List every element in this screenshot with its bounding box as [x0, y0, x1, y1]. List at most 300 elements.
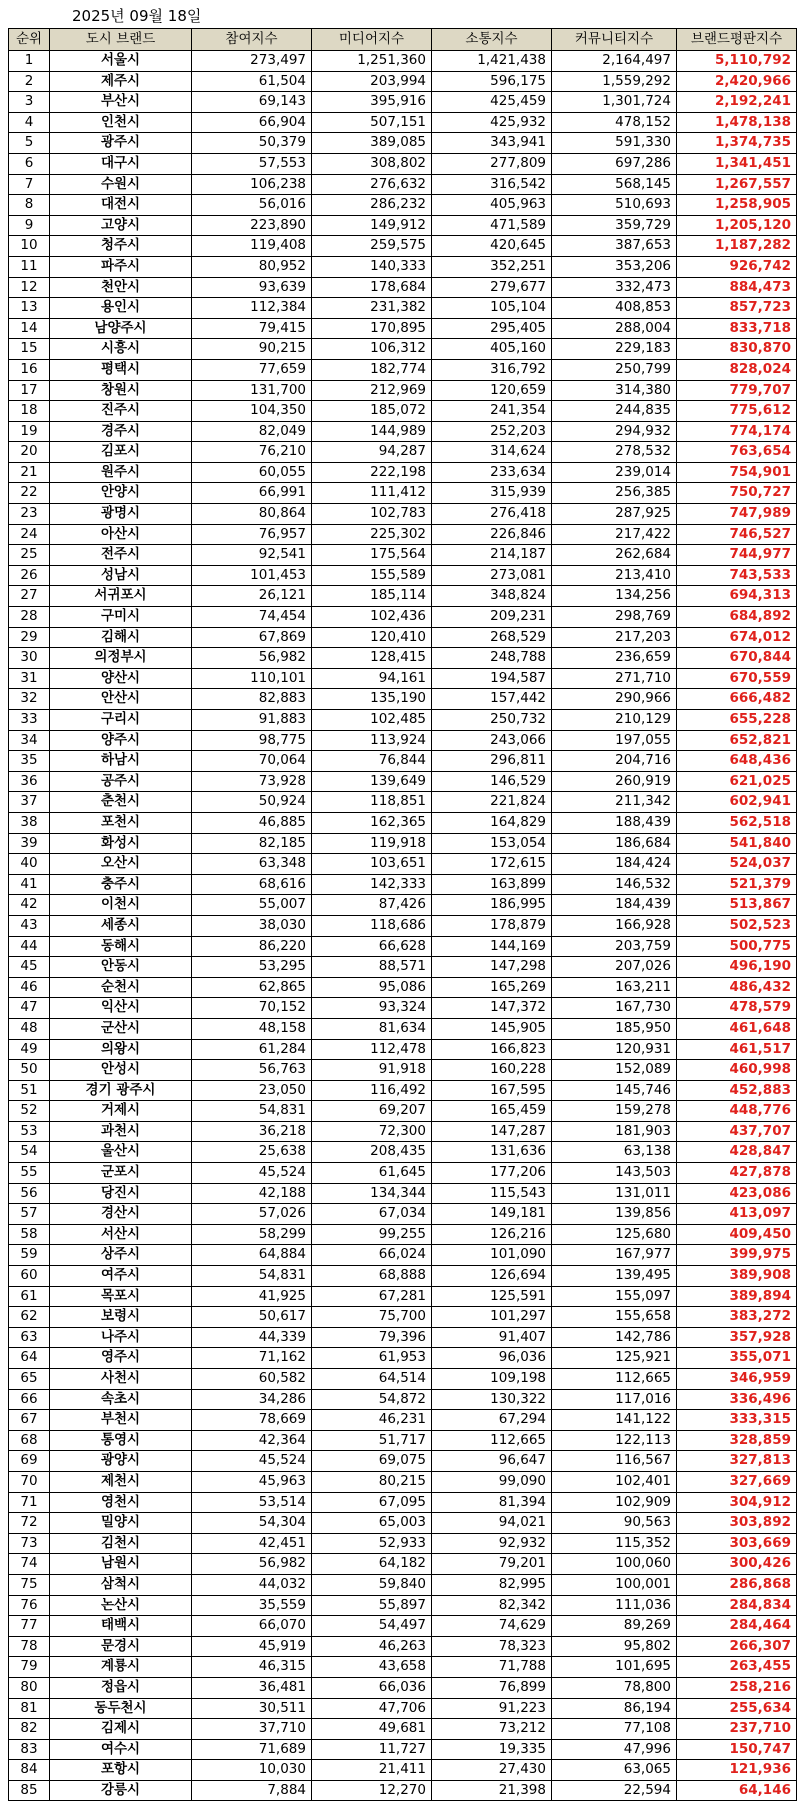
rank-cell: 45 — [9, 957, 50, 978]
city-cell: 태백시 — [50, 1616, 192, 1637]
communication-cell: 67,294 — [432, 1410, 552, 1431]
table-row — [9, 710, 797, 731]
participation-cell: 82,883 — [192, 689, 312, 710]
table-row — [9, 133, 797, 154]
rank-cell: 75 — [9, 1574, 50, 1595]
community-cell: 290,966 — [552, 689, 677, 710]
participation-cell: 10,030 — [192, 1760, 312, 1781]
table-row — [9, 236, 797, 257]
community-cell: 63,138 — [552, 1142, 677, 1163]
participation-cell: 54,831 — [192, 1266, 312, 1287]
city-cell: 여수시 — [50, 1739, 192, 1760]
communication-cell: 316,542 — [432, 174, 552, 195]
brand-index-cell: 670,559 — [677, 668, 797, 689]
media-cell: 178,684 — [312, 277, 432, 298]
brand-index-cell: 746,527 — [677, 524, 797, 545]
communication-cell: 126,694 — [432, 1266, 552, 1287]
table-row — [9, 915, 797, 936]
city-cell: 안양시 — [50, 483, 192, 504]
city-cell: 구미시 — [50, 607, 192, 628]
community-cell: 568,145 — [552, 174, 677, 195]
rank-cell: 55 — [9, 1163, 50, 1184]
media-cell: 69,207 — [312, 1101, 432, 1122]
city-cell: 성남시 — [50, 565, 192, 586]
brand-index-cell: 2,192,241 — [677, 92, 797, 113]
rank-cell: 64 — [9, 1348, 50, 1369]
brand-index-cell: 300,426 — [677, 1554, 797, 1575]
city-cell: 양주시 — [50, 730, 192, 751]
community-cell: 63,065 — [552, 1760, 677, 1781]
brand-index-cell: 513,867 — [677, 895, 797, 916]
table-row — [9, 298, 797, 319]
communication-cell: 91,407 — [432, 1327, 552, 1348]
community-cell: 250,799 — [552, 359, 677, 380]
community-cell: 159,278 — [552, 1101, 677, 1122]
media-cell: 175,564 — [312, 545, 432, 566]
rank-cell: 53 — [9, 1121, 50, 1142]
media-cell: 95,086 — [312, 977, 432, 998]
table-row — [9, 401, 797, 422]
community-cell: 167,977 — [552, 1245, 677, 1266]
brand-index-cell: 327,813 — [677, 1451, 797, 1472]
media-cell: 55,897 — [312, 1595, 432, 1616]
rank-cell: 78 — [9, 1636, 50, 1657]
media-cell: 103,651 — [312, 854, 432, 875]
header-community-index: 커뮤니티지수 — [552, 29, 677, 51]
communication-cell: 96,036 — [432, 1348, 552, 1369]
communication-cell: 131,636 — [432, 1142, 552, 1163]
participation-cell: 74,454 — [192, 607, 312, 628]
brand-index-cell: 1,478,138 — [677, 112, 797, 133]
media-cell: 88,571 — [312, 957, 432, 978]
table-row — [9, 1142, 797, 1163]
brand-index-cell: 150,747 — [677, 1739, 797, 1760]
communication-cell: 126,216 — [432, 1224, 552, 1245]
rank-cell: 13 — [9, 298, 50, 319]
table-row — [9, 318, 797, 339]
brand-index-cell: 460,998 — [677, 1060, 797, 1081]
city-cell: 남양주시 — [50, 318, 192, 339]
participation-cell: 92,541 — [192, 545, 312, 566]
participation-cell: 119,408 — [192, 236, 312, 257]
media-cell: 118,686 — [312, 915, 432, 936]
rank-cell: 66 — [9, 1389, 50, 1410]
city-cell: 공주시 — [50, 771, 192, 792]
table-row — [9, 689, 797, 710]
brand-index-cell: 452,883 — [677, 1080, 797, 1101]
participation-cell: 76,957 — [192, 524, 312, 545]
media-cell: 43,658 — [312, 1657, 432, 1678]
brand-index-cell: 357,928 — [677, 1327, 797, 1348]
city-cell: 익산시 — [50, 998, 192, 1019]
rank-cell: 15 — [9, 339, 50, 360]
media-cell: 102,485 — [312, 710, 432, 731]
city-cell: 경산시 — [50, 1204, 192, 1225]
rank-cell: 72 — [9, 1513, 50, 1534]
media-cell: 135,190 — [312, 689, 432, 710]
table-row — [9, 833, 797, 854]
brand-index-cell: 237,710 — [677, 1719, 797, 1740]
community-cell: 298,769 — [552, 607, 677, 628]
media-cell: 93,324 — [312, 998, 432, 1019]
participation-cell: 34,286 — [192, 1389, 312, 1410]
brand-index-cell: 666,482 — [677, 689, 797, 710]
media-cell: 11,727 — [312, 1739, 432, 1760]
brand-index-cell: 255,634 — [677, 1698, 797, 1719]
community-cell: 115,352 — [552, 1533, 677, 1554]
participation-cell: 37,710 — [192, 1719, 312, 1740]
table-row — [9, 1719, 797, 1740]
participation-cell: 68,616 — [192, 874, 312, 895]
media-cell: 119,918 — [312, 833, 432, 854]
table-row — [9, 1657, 797, 1678]
table-row — [9, 1018, 797, 1039]
rank-cell: 31 — [9, 668, 50, 689]
media-cell: 61,645 — [312, 1163, 432, 1184]
rank-cell: 1 — [9, 51, 50, 72]
communication-cell: 248,788 — [432, 648, 552, 669]
table-row — [9, 1080, 797, 1101]
brand-index-cell: 286,868 — [677, 1574, 797, 1595]
community-cell: 95,802 — [552, 1636, 677, 1657]
city-cell: 고양시 — [50, 215, 192, 236]
brand-index-cell: 670,844 — [677, 648, 797, 669]
participation-cell: 53,514 — [192, 1492, 312, 1513]
media-cell: 112,478 — [312, 1039, 432, 1060]
header-media-index: 미디어지수 — [312, 29, 432, 51]
communication-cell: 241,354 — [432, 401, 552, 422]
brand-index-cell: 303,669 — [677, 1533, 797, 1554]
city-cell: 김천시 — [50, 1533, 192, 1554]
media-cell: 118,851 — [312, 792, 432, 813]
table-row — [9, 1101, 797, 1122]
header-rank: 순위 — [9, 29, 50, 51]
city-cell: 청주시 — [50, 236, 192, 257]
media-cell: 185,114 — [312, 586, 432, 607]
rank-cell: 3 — [9, 92, 50, 113]
participation-cell: 78,669 — [192, 1410, 312, 1431]
media-cell: 144,989 — [312, 421, 432, 442]
brand-index-cell: 652,821 — [677, 730, 797, 751]
rank-cell: 35 — [9, 751, 50, 772]
community-cell: 207,026 — [552, 957, 677, 978]
brand-index-cell: 2,420,966 — [677, 71, 797, 92]
community-cell: 271,710 — [552, 668, 677, 689]
participation-cell: 73,928 — [192, 771, 312, 792]
community-cell: 163,211 — [552, 977, 677, 998]
participation-cell: 104,350 — [192, 401, 312, 422]
rank-cell: 47 — [9, 998, 50, 1019]
rank-cell: 62 — [9, 1307, 50, 1328]
rank-cell: 33 — [9, 710, 50, 731]
rank-cell: 21 — [9, 462, 50, 483]
community-cell: 146,532 — [552, 874, 677, 895]
communication-cell: 343,941 — [432, 133, 552, 154]
community-cell: 77,108 — [552, 1719, 677, 1740]
brand-index-cell: 775,612 — [677, 401, 797, 422]
media-cell: 64,182 — [312, 1554, 432, 1575]
table-row — [9, 442, 797, 463]
table-row — [9, 1204, 797, 1225]
city-cell: 전주시 — [50, 545, 192, 566]
media-cell: 91,918 — [312, 1060, 432, 1081]
rank-cell: 38 — [9, 812, 50, 833]
media-cell: 111,412 — [312, 483, 432, 504]
brand-index-cell: 743,533 — [677, 565, 797, 586]
participation-cell: 80,864 — [192, 504, 312, 525]
rank-cell: 28 — [9, 607, 50, 628]
communication-cell: 314,624 — [432, 442, 552, 463]
participation-cell: 90,215 — [192, 339, 312, 360]
rank-cell: 51 — [9, 1080, 50, 1101]
rank-cell: 69 — [9, 1451, 50, 1472]
communication-cell: 420,645 — [432, 236, 552, 257]
community-cell: 186,684 — [552, 833, 677, 854]
table-row — [9, 1245, 797, 1266]
brand-index-cell: 1,341,451 — [677, 153, 797, 174]
table-row — [9, 1039, 797, 1060]
brand-index-cell: 926,742 — [677, 256, 797, 277]
community-cell: 78,800 — [552, 1677, 677, 1698]
participation-cell: 50,924 — [192, 792, 312, 813]
brand-index-cell: 448,776 — [677, 1101, 797, 1122]
media-cell: 69,075 — [312, 1451, 432, 1472]
brand-index-cell: 779,707 — [677, 380, 797, 401]
communication-cell: 99,090 — [432, 1471, 552, 1492]
city-cell: 광주시 — [50, 133, 192, 154]
rank-cell: 10 — [9, 236, 50, 257]
media-cell: 120,410 — [312, 627, 432, 648]
brand-index-cell: 461,648 — [677, 1018, 797, 1039]
city-cell: 사천시 — [50, 1369, 192, 1390]
table-row — [9, 195, 797, 216]
community-cell: 278,532 — [552, 442, 677, 463]
community-cell: 139,495 — [552, 1266, 677, 1287]
brand-index-cell: 263,455 — [677, 1657, 797, 1678]
communication-cell: 82,342 — [432, 1595, 552, 1616]
brand-index-cell: 333,315 — [677, 1410, 797, 1431]
media-cell: 212,969 — [312, 380, 432, 401]
media-cell: 94,161 — [312, 668, 432, 689]
community-cell: 100,001 — [552, 1574, 677, 1595]
communication-cell: 157,442 — [432, 689, 552, 710]
participation-cell: 56,763 — [192, 1060, 312, 1081]
rank-cell: 57 — [9, 1204, 50, 1225]
table-row — [9, 1554, 797, 1575]
media-cell: 66,024 — [312, 1245, 432, 1266]
participation-cell: 60,582 — [192, 1369, 312, 1390]
table-row — [9, 1760, 797, 1781]
communication-cell: 296,811 — [432, 751, 552, 772]
rank-cell: 37 — [9, 792, 50, 813]
media-cell: 46,263 — [312, 1636, 432, 1657]
table-row — [9, 730, 797, 751]
header-city-brand: 도시 브랜드 — [50, 29, 192, 51]
participation-cell: 42,451 — [192, 1533, 312, 1554]
participation-cell: 38,030 — [192, 915, 312, 936]
communication-cell: 172,615 — [432, 854, 552, 875]
participation-cell: 98,775 — [192, 730, 312, 751]
community-cell: 213,410 — [552, 565, 677, 586]
community-cell: 244,835 — [552, 401, 677, 422]
city-cell: 창원시 — [50, 380, 192, 401]
city-cell: 속초시 — [50, 1389, 192, 1410]
participation-cell: 112,384 — [192, 298, 312, 319]
community-cell: 478,152 — [552, 112, 677, 133]
brand-index-cell: 284,834 — [677, 1595, 797, 1616]
rank-cell: 79 — [9, 1657, 50, 1678]
communication-cell: 101,297 — [432, 1307, 552, 1328]
brand-index-cell: 336,496 — [677, 1389, 797, 1410]
brand-index-cell: 884,473 — [677, 277, 797, 298]
communication-cell: 315,939 — [432, 483, 552, 504]
communication-cell: 94,021 — [432, 1513, 552, 1534]
table-row — [9, 1595, 797, 1616]
community-cell: 197,055 — [552, 730, 677, 751]
communication-cell: 149,181 — [432, 1204, 552, 1225]
brand-index-cell: 500,775 — [677, 936, 797, 957]
communication-cell: 101,090 — [432, 1245, 552, 1266]
city-cell: 포항시 — [50, 1760, 192, 1781]
community-cell: 122,113 — [552, 1430, 677, 1451]
media-cell: 149,912 — [312, 215, 432, 236]
rank-cell: 32 — [9, 689, 50, 710]
communication-cell: 194,587 — [432, 668, 552, 689]
rank-cell: 48 — [9, 1018, 50, 1039]
brand-index-cell: 355,071 — [677, 1348, 797, 1369]
participation-cell: 101,453 — [192, 565, 312, 586]
community-cell: 184,439 — [552, 895, 677, 916]
table-row — [9, 359, 797, 380]
communication-cell: 177,206 — [432, 1163, 552, 1184]
communication-cell: 268,529 — [432, 627, 552, 648]
media-cell: 54,872 — [312, 1389, 432, 1410]
brand-index-cell: 524,037 — [677, 854, 797, 875]
media-cell: 49,681 — [312, 1719, 432, 1740]
city-cell: 군포시 — [50, 1163, 192, 1184]
community-cell: 145,746 — [552, 1080, 677, 1101]
city-cell: 김포시 — [50, 442, 192, 463]
city-cell: 제주시 — [50, 71, 192, 92]
table-row — [9, 812, 797, 833]
participation-cell: 42,188 — [192, 1183, 312, 1204]
communication-cell: 153,054 — [432, 833, 552, 854]
communication-cell: 79,201 — [432, 1554, 552, 1575]
community-cell: 47,996 — [552, 1739, 677, 1760]
media-cell: 507,151 — [312, 112, 432, 133]
header-brand-reputation-index: 브랜드평판지수 — [677, 29, 797, 51]
media-cell: 170,895 — [312, 318, 432, 339]
community-cell: 143,503 — [552, 1163, 677, 1184]
rank-cell: 85 — [9, 1780, 50, 1801]
rank-cell: 46 — [9, 977, 50, 998]
city-cell: 수원시 — [50, 174, 192, 195]
table-row — [9, 1780, 797, 1801]
communication-cell: 78,323 — [432, 1636, 552, 1657]
table-row — [9, 277, 797, 298]
participation-cell: 70,064 — [192, 751, 312, 772]
communication-cell: 277,809 — [432, 153, 552, 174]
rank-cell: 70 — [9, 1471, 50, 1492]
table-row — [9, 1348, 797, 1369]
participation-cell: 57,553 — [192, 153, 312, 174]
rank-cell: 60 — [9, 1266, 50, 1287]
table-row — [9, 380, 797, 401]
city-cell: 서산시 — [50, 1224, 192, 1245]
media-cell: 72,300 — [312, 1121, 432, 1142]
participation-cell: 106,238 — [192, 174, 312, 195]
participation-cell: 60,055 — [192, 462, 312, 483]
table-row — [9, 483, 797, 504]
city-cell: 용인시 — [50, 298, 192, 319]
rank-cell: 12 — [9, 277, 50, 298]
communication-cell: 21,398 — [432, 1780, 552, 1801]
media-cell: 259,575 — [312, 236, 432, 257]
city-cell: 보령시 — [50, 1307, 192, 1328]
participation-cell: 61,284 — [192, 1039, 312, 1060]
media-cell: 46,231 — [312, 1410, 432, 1431]
communication-cell: 425,459 — [432, 92, 552, 113]
table-row — [9, 751, 797, 772]
communication-cell: 348,824 — [432, 586, 552, 607]
communication-cell: 125,591 — [432, 1286, 552, 1307]
participation-cell: 25,638 — [192, 1142, 312, 1163]
table-row — [9, 1677, 797, 1698]
table-row — [9, 586, 797, 607]
city-cell: 평택시 — [50, 359, 192, 380]
brand-index-cell: 1,267,557 — [677, 174, 797, 195]
communication-cell: 105,104 — [432, 298, 552, 319]
table-row — [9, 1163, 797, 1184]
community-cell: 287,925 — [552, 504, 677, 525]
brand-index-cell: 486,432 — [677, 977, 797, 998]
communication-cell: 276,418 — [432, 504, 552, 525]
city-cell: 동두천시 — [50, 1698, 192, 1719]
participation-cell: 42,364 — [192, 1430, 312, 1451]
brand-index-cell: 399,975 — [677, 1245, 797, 1266]
rank-cell: 68 — [9, 1430, 50, 1451]
brand-index-cell: 121,936 — [677, 1760, 797, 1781]
community-cell: 100,060 — [552, 1554, 677, 1575]
media-cell: 80,215 — [312, 1471, 432, 1492]
participation-cell: 61,504 — [192, 71, 312, 92]
community-cell: 236,659 — [552, 648, 677, 669]
media-cell: 51,717 — [312, 1430, 432, 1451]
table-row — [9, 1698, 797, 1719]
city-cell: 나주시 — [50, 1327, 192, 1348]
media-cell: 395,916 — [312, 92, 432, 113]
communication-cell: 115,543 — [432, 1183, 552, 1204]
city-cell: 광양시 — [50, 1451, 192, 1472]
brand-index-cell: 328,859 — [677, 1430, 797, 1451]
city-cell: 김제시 — [50, 1719, 192, 1740]
community-cell: 591,330 — [552, 133, 677, 154]
rank-cell: 4 — [9, 112, 50, 133]
city-cell: 부산시 — [50, 92, 192, 113]
table-row — [9, 792, 797, 813]
community-cell: 229,183 — [552, 339, 677, 360]
community-cell: 256,385 — [552, 483, 677, 504]
communication-cell: 295,405 — [432, 318, 552, 339]
rank-cell: 80 — [9, 1677, 50, 1698]
table-row — [9, 1533, 797, 1554]
table-row — [9, 1636, 797, 1657]
media-cell: 162,365 — [312, 812, 432, 833]
brand-index-cell: 750,727 — [677, 483, 797, 504]
brand-index-cell: 266,307 — [677, 1636, 797, 1657]
communication-cell: 165,459 — [432, 1101, 552, 1122]
media-cell: 102,436 — [312, 607, 432, 628]
